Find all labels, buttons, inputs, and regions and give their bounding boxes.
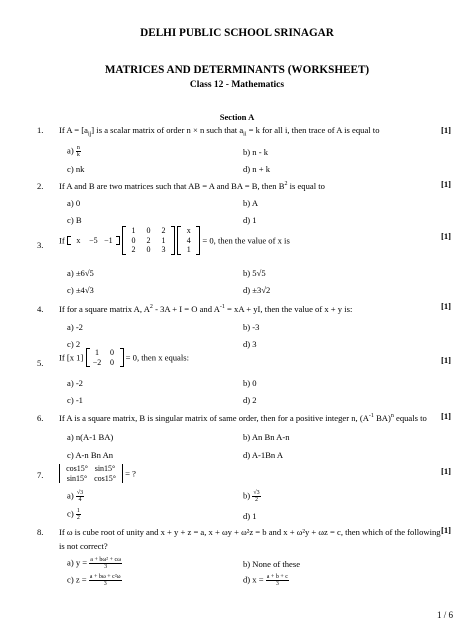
question-text: If $A = [a_{ij}]$ is a scalar matrix of order n × n such that $a_{ii} = k$ for all i, then trace of A is equal to	[59, 125, 380, 138]
option-c: c) $\frac{1}{2}$	[67, 508, 80, 521]
section-heading: Section A	[219, 112, 255, 122]
question-number: 3.	[37, 240, 44, 250]
question-number: 2.	[37, 181, 44, 191]
option-a: a) -2	[67, 378, 83, 388]
option-c: c) ±4√3	[67, 285, 94, 295]
option-b: b) -3	[243, 322, 260, 332]
option-a: a) n(A-1 BA)	[67, 432, 114, 442]
question-number: 1.	[37, 125, 44, 135]
option-d: d) 1	[243, 511, 257, 521]
option-d: d) 2	[243, 395, 257, 405]
marks-label: [1]	[441, 355, 452, 365]
option-b: b) n - k	[243, 147, 269, 157]
marks-label: [1]	[441, 179, 452, 189]
option-d: d) A-1Bn A	[243, 450, 284, 460]
option-a: a) $\frac{n}{k}$	[67, 145, 80, 158]
option-c: c) -1	[67, 395, 83, 405]
marks-label: [1]	[441, 525, 452, 535]
marks-label: [1]	[441, 231, 452, 241]
option-a: a) $\frac{√3}{4}$	[67, 490, 84, 503]
row-vector: x −5 −1	[67, 236, 120, 246]
question-text: If [x 1] 1 0 −2 0 = 0, then x equals:	[59, 348, 189, 367]
marks-label: [1]	[441, 125, 452, 135]
marks-label: [1]	[441, 301, 452, 311]
option-c: c) z = $\frac{\text{a + bω + c²ω}}{3}$	[67, 574, 121, 587]
question-text: If A is a square matrix, B is singular matrix of same order, then for a positive integer n, ($A^{-1}$ BA)$^n$ equals to	[59, 413, 427, 423]
option-b: b) 5√5	[243, 268, 266, 278]
question-number: 4.	[37, 304, 44, 314]
option-d: d) 1	[243, 215, 257, 225]
option-c: c) nk	[67, 164, 85, 174]
option-a: a) 0	[67, 198, 81, 208]
question-text: If ω is cube root of unity and x + y + z = a, x + ωy + ω²z = b and x + ω²y + ωz = c, then which of the following	[59, 527, 441, 537]
worksheet-title: MATRICES AND DETERMINANTS (WORKSHEET)	[104, 64, 370, 76]
option-d: d) ±3√2	[243, 285, 271, 295]
question-text-cont: is not correct?	[59, 541, 108, 551]
matrix: 1 0 2 0 2 1 2 0 3	[122, 226, 175, 255]
question-number: 7.	[37, 470, 44, 480]
option-c: c) 2	[67, 339, 81, 349]
class-subtitle: Class 12 - Mathematics	[189, 80, 285, 90]
question-number: 8.	[37, 527, 44, 537]
school-name: DELHI PUBLIC SCHOOL SRINAGAR	[140, 27, 334, 39]
question-number: 5.	[37, 358, 44, 368]
option-d: d) 3	[243, 339, 257, 349]
option-a: a) y = $\frac{\text{a + bω² + cω}}{3}$	[67, 557, 122, 570]
option-c: c) B	[67, 215, 82, 225]
question-text: If for a square matrix A, $A^2 - 3A + I = O$ and $A^{-1}$ = xA + yI, then the value of x + y is:	[59, 304, 353, 314]
option-a: a) -2	[67, 322, 83, 332]
marks-label: [1]	[441, 411, 452, 421]
option-b: b) A	[243, 198, 259, 208]
option-b: b) An Bn A-n	[243, 432, 290, 442]
determinant: cos15° sin15° sin15° cos15°	[59, 464, 123, 483]
question-text: If x −5 −1 1 0 2 0 2 1 2 0 3 x 4 1 = 0, then the value of x is	[59, 226, 290, 254]
option-d: d) x = $\frac{a + b + c}{3}$	[243, 574, 288, 587]
option-b: b) 0	[243, 378, 257, 388]
column-vector: x 4 1	[177, 226, 200, 255]
option-d: d) n + k	[243, 164, 271, 174]
option-b: b) None of these	[243, 559, 301, 569]
marks-label: [1]	[441, 466, 452, 476]
question-number: 6.	[37, 413, 44, 423]
question-text: cos15° sin15° sin15° cos15° = ?	[59, 464, 136, 483]
matrix: 1 0 −2 0	[86, 348, 124, 367]
page-number: 1 / 6	[437, 610, 454, 620]
option-b: b) $\frac{√3}{2}$	[243, 490, 260, 503]
question-text: If A and B are two matrices such that AB = A and BA = B, then $B^2$ is equal to	[59, 181, 325, 191]
option-a: a) ±6√5	[67, 268, 94, 278]
option-c: c) A-n Bn An	[67, 450, 114, 460]
